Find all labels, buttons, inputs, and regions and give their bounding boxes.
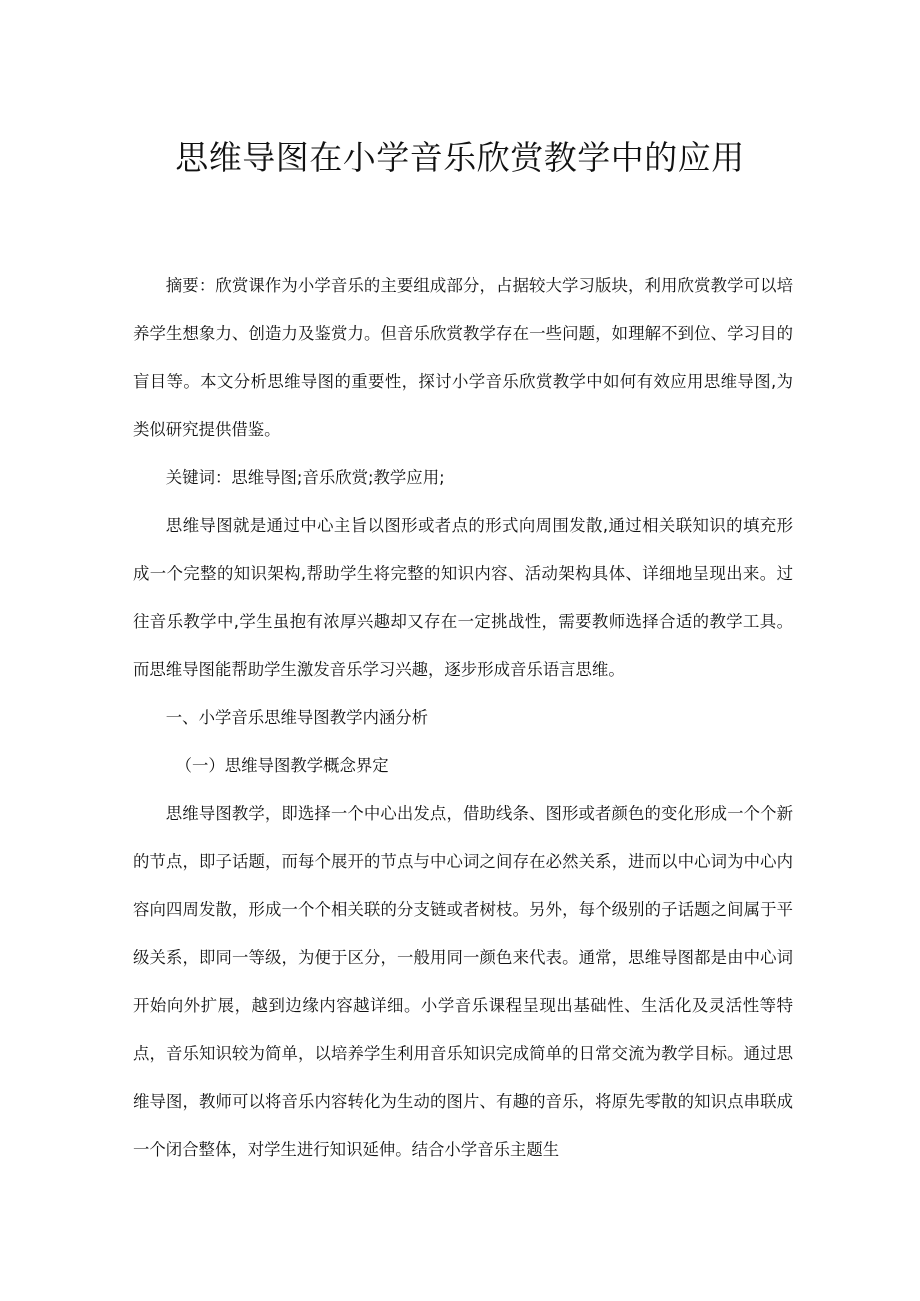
section-heading: 一、小学音乐思维导图教学内涵分析	[165, 708, 429, 727]
intro-paragraph: 思维导图就是通过中心主旨以图形或者点的形式向周围发散,通过相关联知识的填充形成一个完整的知识架构,帮助学生将完整的知识内容、活动架构具体、详细地呈现出来。过往音乐教学中,学生虽抱有浓厚兴趣却又存在一定挑战性，需要教师选择合适的教学工具。而思维导图能帮助学生激发音乐学习兴趣，逐步形成音乐语言思维。	[133, 516, 793, 679]
document-title: 思维导图在小学音乐欣赏教学中的应用	[175, 138, 745, 177]
subsection-body-paragraph: 思维导图教学，即选择一个中心出发点，借助线条、图形或者颜色的变化形成一个个新的节点，即子话题，而每个展开的节点与中心词之间存在必然关系，进而以中心词为中心内容向四周发散，形成一个个相关联的分支链或者树枝。另外，每个级别的子话题之间属于平级关系，即同一等级，为便于区分，一般用同一颜色来代表。通常，思维导图都是由中心词开始向外扩展，越到边缘内容越详细。小学音乐课程呈现出基础性、生活化及灵活性等特点，音乐知识较为简单，以培养学生利用音乐知识完成简单的日常交流为教学目标。通过思维导图，教师可以将音乐内容转化为生动的图片、有趣的音乐，将原先零散的知识点串联成一个闭合整体，对学生进行知识延伸。结合小学音乐主题生	[133, 804, 793, 1159]
keywords-line: 关键词：思维导图;音乐欣赏;教学应用;	[165, 468, 445, 487]
abstract-paragraph: 摘要：欣赏课作为小学音乐的主要组成部分，占据较大学习版块，利用欣赏教学可以培养学生想象力、创造力及鉴赏力。但音乐欣赏教学存在一些问题，如理解不到位、学习目的盲目等。本文分析思维导图的重要性，探讨小学音乐欣赏教学中如何有效应用思维导图,为类似研究提供借鉴。	[133, 276, 793, 439]
subsection-heading: （一）思维导图教学概念界定	[175, 756, 389, 775]
